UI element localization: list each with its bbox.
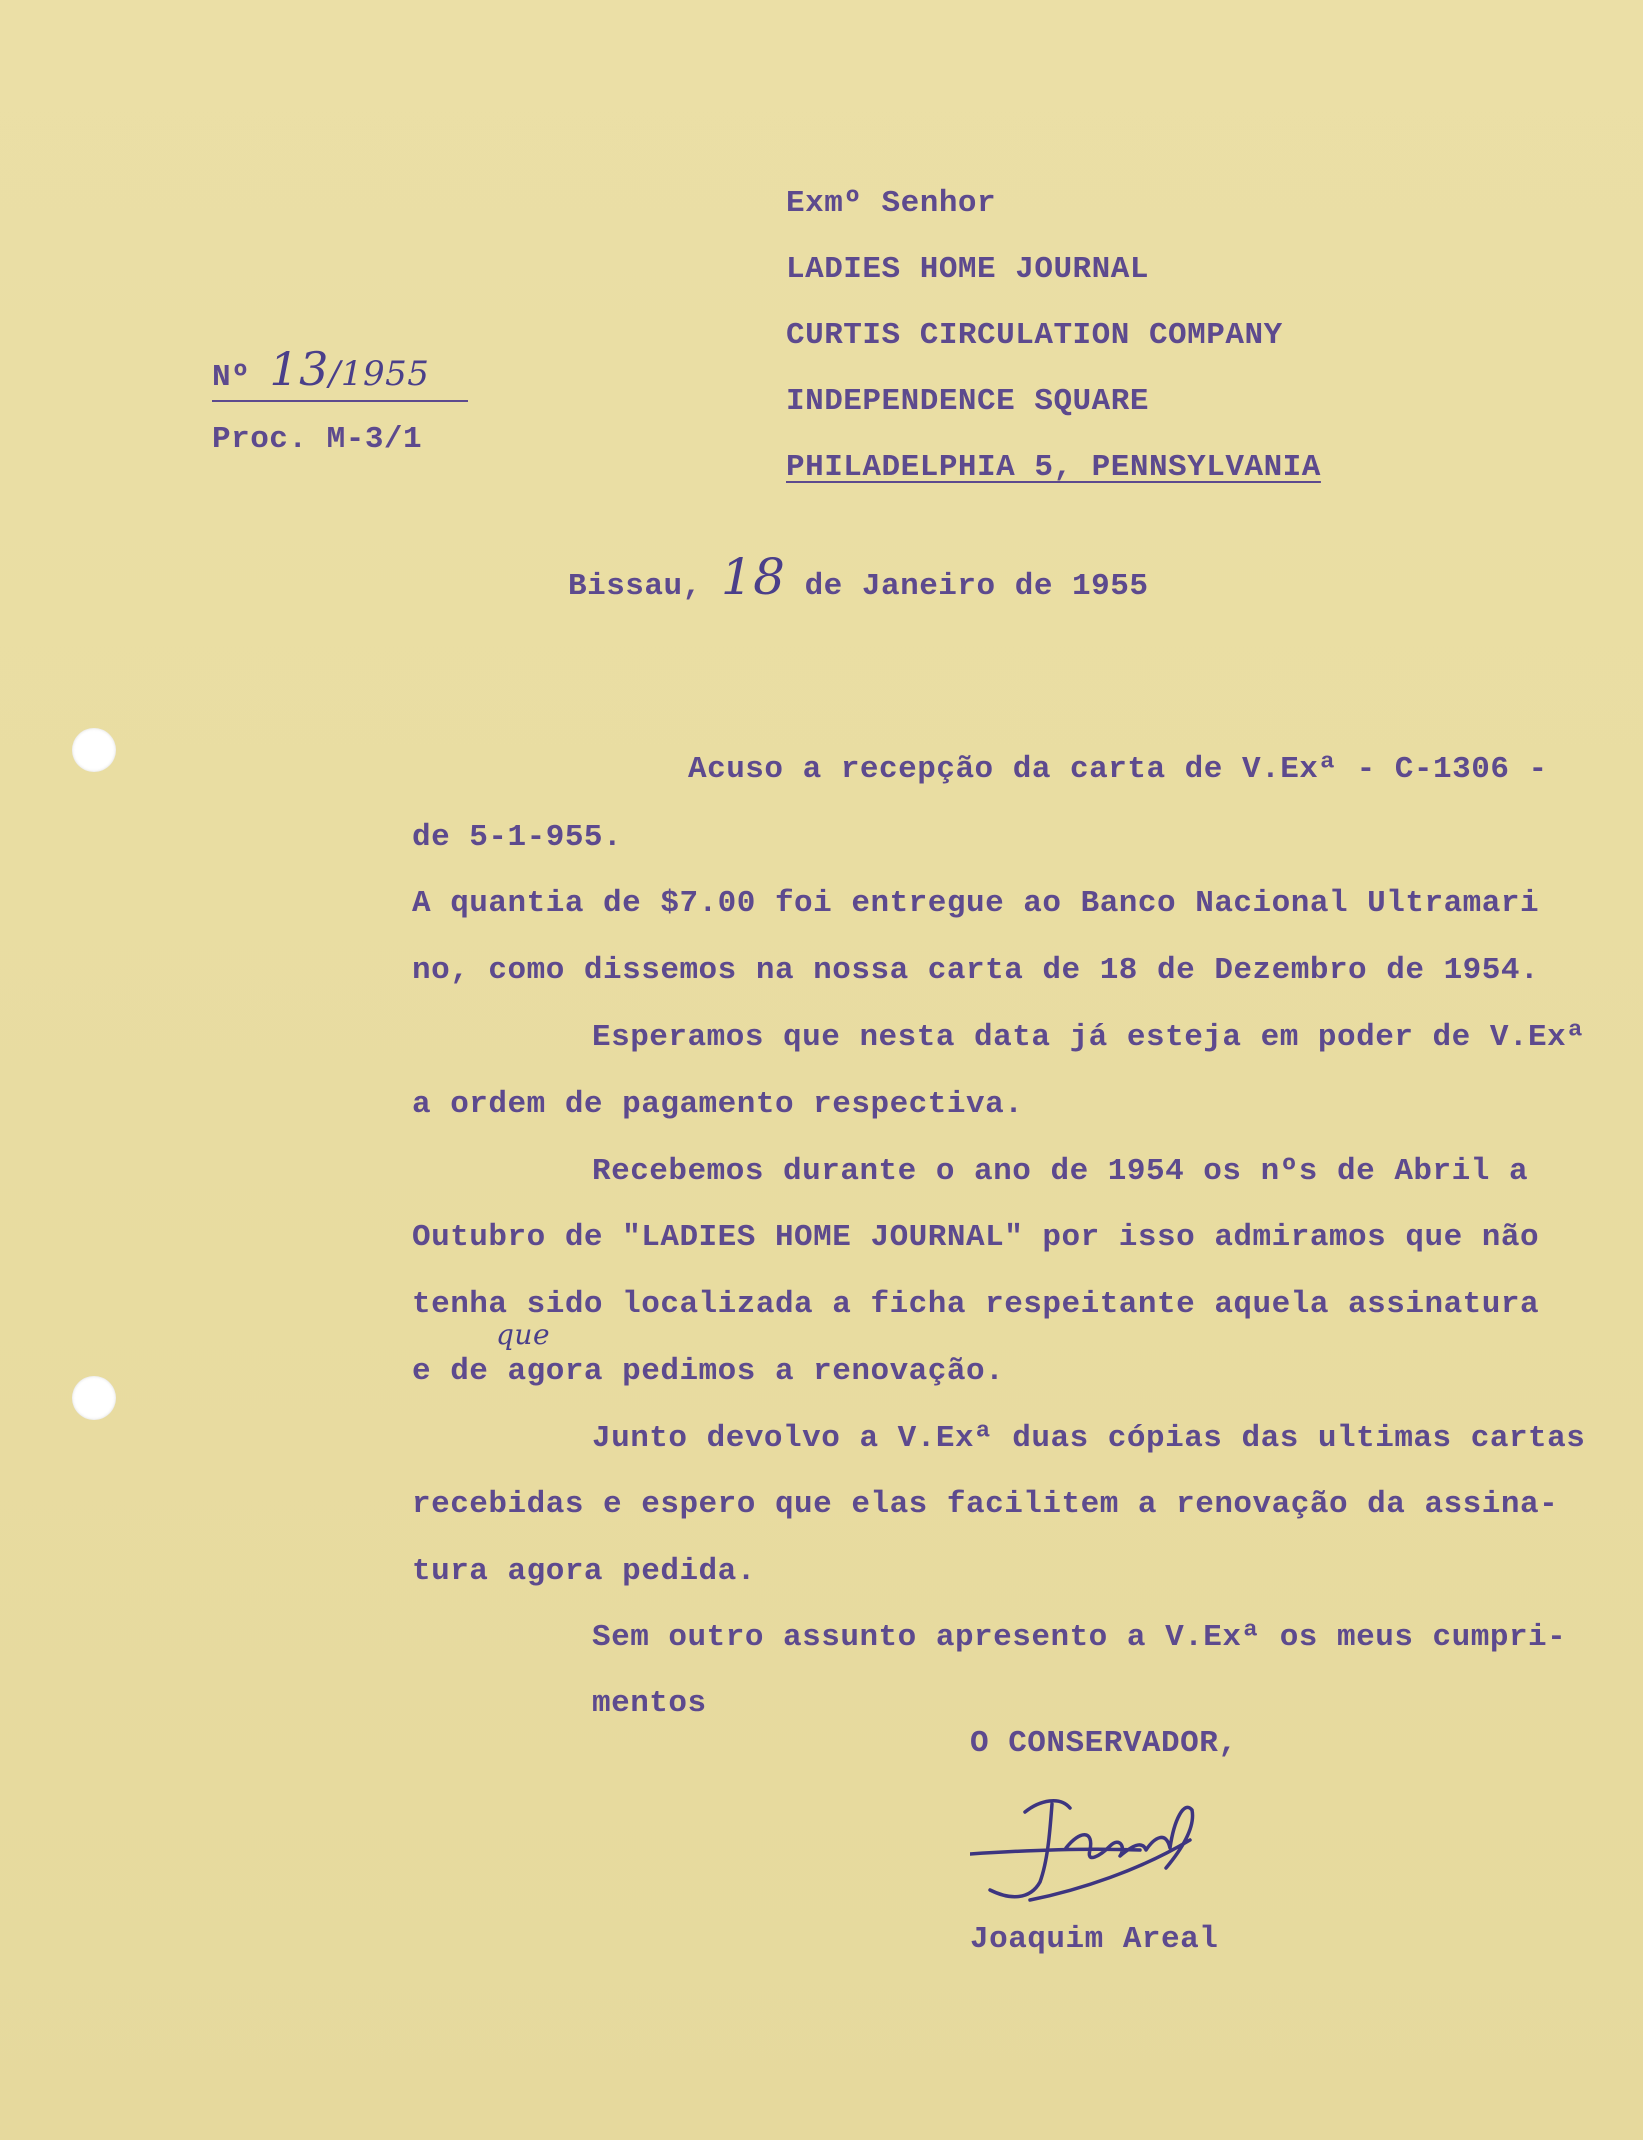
recipient-line-2: CURTIS CIRCULATION COMPANY	[786, 318, 1283, 353]
body-p2-line1: A quantia de $7.00 foi entregue ao Banco Nacional Ultramari	[412, 886, 1540, 921]
body-p4-line2: Outubro de "LADIES HOME JOURNAL" por isso admiramos que não	[412, 1220, 1540, 1255]
punch-hole-top	[72, 728, 116, 772]
body-p1-line1: Acuso a recepção da carta de V.Exª - C-1306 -	[688, 752, 1548, 787]
body-p1-line2: de 5-1-955.	[412, 820, 623, 855]
body-p5-line1: Junto devolvo a V.Exª duas cópias das ultimas cartas	[592, 1421, 1586, 1456]
reference-hand-number: 13	[269, 342, 329, 396]
body-p5-line2: recebidas e espero que elas facilitem a renovação da assina-	[412, 1487, 1559, 1522]
body-p3-line2: a ordem de pagamento respectiva.	[412, 1087, 1024, 1122]
recipient-line-4: PHILADELPHIA 5, PENNSYLVANIA	[786, 450, 1321, 485]
punch-hole-bottom	[72, 1376, 116, 1420]
recipient-line-3: INDEPENDENCE SQUARE	[786, 384, 1149, 419]
body-p4-line3: tenha sido localizada a ficha respeitante aquela assinatura	[412, 1287, 1540, 1322]
reference-prefix: Nº	[212, 360, 251, 395]
date-rest: de Janeiro de 1955	[804, 569, 1149, 604]
body-p3-line1: Esperamos que nesta data já esteja em poder de V.Exª	[592, 1020, 1586, 1055]
date-place: Bissau,	[568, 569, 702, 604]
recipient-line-1: LADIES HOME JOURNAL	[786, 252, 1149, 287]
signatory-name: Joaquim Areal	[970, 1922, 1219, 1957]
body-p2-line2: no, como dissemos na nossa carta de 18 de Dezembro de 1954.	[412, 953, 1540, 988]
recipient-salutation: Exmº Senhor	[786, 186, 997, 221]
handwritten-signature	[970, 1790, 1240, 1920]
date-day-handwritten: 18	[720, 548, 786, 606]
closing-title: O CONSERVADOR,	[970, 1726, 1238, 1761]
body-p6-line2: mentos	[592, 1686, 707, 1721]
process-number: Proc. M-3/1	[212, 422, 423, 457]
reference-number	[212, 342, 468, 402]
body-p5-line3: tura agora pedida.	[412, 1554, 756, 1589]
body-p6-line1: Sem outro assunto apresento a V.Exª os meus cumpri-	[592, 1620, 1567, 1655]
date-line	[568, 548, 1148, 606]
body-p4-line1: Recebemos durante o ano de 1954 os nºs de Abril a	[592, 1154, 1529, 1189]
handwritten-insertion: que	[496, 1318, 551, 1351]
reference-year: /1955	[328, 354, 430, 394]
body-p4-line4: e de agora pedimos a renovação.	[412, 1354, 1005, 1389]
